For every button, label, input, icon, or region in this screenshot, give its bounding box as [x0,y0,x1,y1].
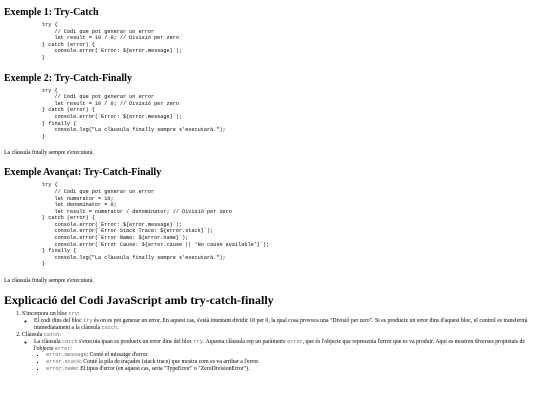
property-item [46,366,536,373]
inline-code: try [83,317,93,324]
item-text: S'incorpora un bloc [22,311,69,318]
item-text: Clàusula [22,331,44,338]
item-text: . Aquesta clàusula rep un paràmetre [202,338,288,345]
item-text: El codi dins del bloc [34,317,84,324]
inline-code: catch [62,338,78,345]
list-item-try [22,311,536,332]
item-text: : Conté la pila de traçades (stack trace) que mostra com es va arribar a l'error. [80,359,260,366]
example-3-code: try { // Codi que pot generar un error let numerator = 10; let denominator = 0; let result = numerator / denominator; // Divisió per zero } catch (error) { console.error(`Error: ${error.message}`); console.error(`Error Stack Trace: ${error.stack}`); console.error(`Error Name: ${error.name}`); console.error(`Error Cause: ${error.cause || 'No cause available'}`); } finally { console.log("La clàusula finally sempre s'executarà."); } [42,182,270,268]
item-text: . [117,324,119,331]
example-1-heading: Exemple 1: Try-Catch [4,7,99,18]
item-text: : [59,331,61,338]
example-2-heading: Exemple 2: Try-Catch-Finally [4,72,132,84]
list-item-catch [22,332,536,373]
sub-list-item [34,339,536,374]
inline-code: error [54,345,71,352]
inline-code: error.name [46,366,78,373]
property-list [34,352,536,373]
inline-code: try [193,338,203,345]
sub-list [22,339,536,374]
item-text: : [70,345,73,352]
inline-code: catch [43,331,60,338]
sub-list-item [34,318,536,332]
explanation-list [4,311,536,373]
item-text: : Conté el missatge d'error. [86,352,149,359]
explanation-heading: Explicació del Codi JavaScript amb try-catch-finally [4,293,274,308]
item-text: s'executa quan es produeix un error dins del bloc [77,338,194,345]
item-text: , que és l'objecte que representa l'error que es va produir. Aquí es mostren diverses propietats de l'objecte [34,338,525,352]
item-text: : El tipus d'error (en aquest cas, seria "TypeError" o "ZeroDivisionError"). [77,366,250,373]
inline-code: error.stack [46,359,81,366]
item-text: La clàusula [34,338,63,345]
inline-code: catch [101,324,118,331]
example-2-output: La clàusula finally sempre s'executarà. [4,150,94,157]
inline-code: try [68,311,78,318]
inline-code: error [287,338,303,345]
inline-code: error.message [46,352,87,359]
example-3-output: La clàusula finally sempre s'executarà. [4,278,94,285]
example-1-code: try { // Codi que pot generar un error let result = 10 / 0; // Divisió per zero } catch (error) { console.error(`Error: ${error.message}`); } [42,22,183,61]
example-2-code: try { // Codi que pot generar un error let result = 10 / 0; // Divisió per zero } catch (error) { console.error(`Error: ${error.message}`); } finally { console.log("La clàusula finally sempre s'executarà."); } [42,87,226,140]
example-3-heading: Exemple Avançat: Try-Catch-Finally [4,167,162,179]
item-text: és on es pot generar un error. En aquest cas, s'està intentant dividir 10 per 0, la qual cosa provoca una "Divisió per zero". Si es produeix un error dins d'aquest bloc, el control es transferirà immediatament a la clàusula [34,317,528,331]
item-text: : [77,311,80,318]
sub-list [22,318,536,332]
